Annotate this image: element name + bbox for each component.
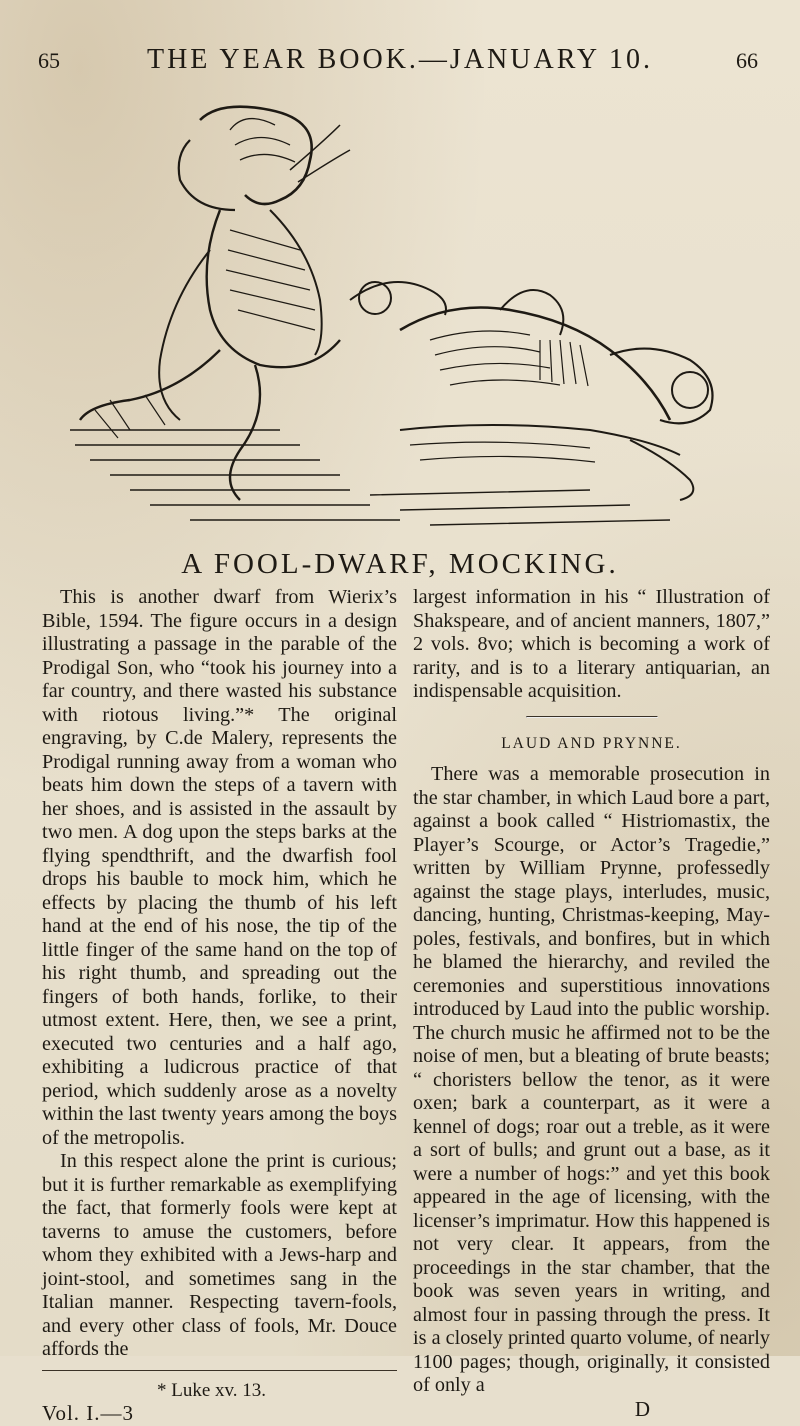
running-title: THE YEAR BOOK.—JANUARY 10.: [146, 44, 654, 75]
section-rule: [526, 716, 658, 718]
signature-mark: D: [634, 1396, 650, 1421]
left-column: [42, 586, 397, 1426]
running-head: [0, 44, 800, 80]
engraving-illustration: [70, 100, 740, 540]
page-number-left: 65: [38, 48, 60, 73]
section-heading: LAUD AND PRYNNE.: [501, 734, 682, 752]
footnote: * Luke xv. 13.: [157, 1379, 267, 1401]
paragraph: In this respect alone the print is curious; but it is further remarkable as exemplifying the fact, that formerly fools were kept at taverns to amuse the customers, before whom they exhibited with a Jews-harp and joint-stool, and sometimes sang in the Italian manner. Respecting tavern-fools, and every other class of fools, Mr. Douce affords the: [42, 1150, 397, 1360]
paragraph: There was a memorable prosecution in the star chamber, in which Laud bore a part, against a book called “ Histriomastix, the Player’s Scourge, or Actor’s Tragedie,” written by William Prynne, professedly against the stage plays, interludes, music, dancing, hunting, Christmas-keeping, May-poles, festivals, and bonfires, but in which he blamed the hierarchy, and reviled the ceremonies and superstitious innovations introduced by Laud into the public worship. The church music he affirmed not to be the noise of men, but a bleating of brute beasts; “ choristers bellow the tenor, as it were oxen; bark a counterpart, as it were a kennel of dogs; roar out a treble, as it were a sort of bulls; and grunt out a base, as it were a number of hogs:” and yet this book appeared in the age of licensing, with the licenser’s imprimatur. How this happened is not very clear. It appears, from the proceedings in the star chamber, that the book was seven years in writing, and almost four in passing through the press. It is a closely printed quarto volume, of nearly 1100 pages; though, originally, it consisted of only a: [413, 763, 770, 1396]
illustration-caption: A FOOL-DWARF, MOCKING.: [181, 548, 619, 580]
footnote-rule: [42, 1370, 397, 1371]
page-number-right: 66: [736, 48, 758, 73]
ground-hatching: [70, 430, 670, 525]
right-column: [413, 586, 770, 1421]
paragraph: largest information in his “ Illustration of Shakspeare, and of ancient manners, 1807,” 2 vols. 8vo; which is becoming a work of rarity, and is to a literary antiquarian, an indispensable acquisition.: [413, 586, 770, 702]
volume-signature: Vol. I.—3: [42, 1401, 135, 1425]
fool-figure: [80, 107, 713, 500]
paragraph: This is another dwarf from Wierix’s Bible, 1594. The figure occurs in a design illustrating a passage in the parable of the Prodigal Son, who “took his journey into a far country, and there wasted his substance with riotous living.”* The original engraving, by C.de Malery, represents the Prodigal running away from a woman who beats him down the steps of a tavern with her shoes, and is assisted in the assault by two men. A dog upon the steps barks at the flying spendthrift, and the dwarfish fool drops his bauble to mock him, which he effects by placing the thumb of his left hand at the end of his nose, the tip of the little finger of the same hand on the top of his right thumb, and spreading out the fingers of both hands, forlike, to their utmost extent. Here, then, we see a print, executed two centuries and a half ago, exhibiting a ludicrous practice of that period, which suddenly arose as a novelty within the last twenty years among the boys of the metropolis.: [42, 586, 397, 1149]
